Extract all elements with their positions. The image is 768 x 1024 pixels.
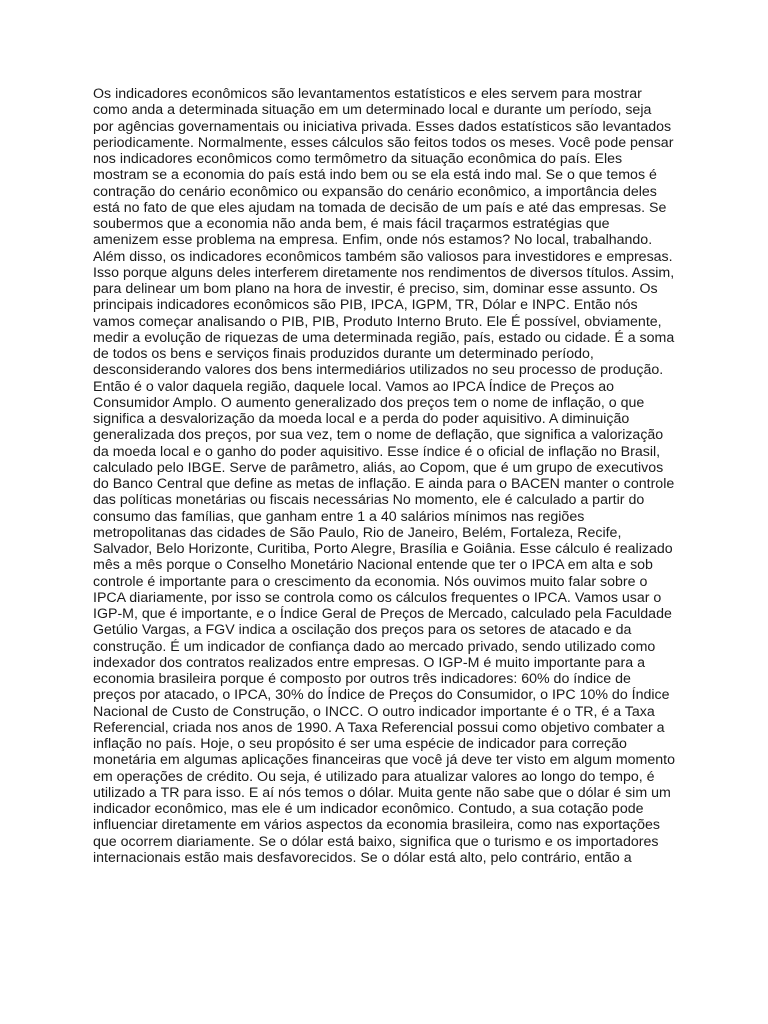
- text-line: indexador dos contratos realizados entre empresas. O IGP-M é muito importante para a: [93, 654, 646, 671]
- text-line: influenciar diretamente em vários aspectos da economia brasileira, como nas exportações: [93, 817, 661, 834]
- text-line: soubermos que a economia não anda bem, é mais fácil traçarmos estratégias que: [93, 216, 610, 232]
- text-line: contração do cenário econômico ou expansão do cenário econômico, a importância deles: [93, 183, 657, 200]
- text-line: principais indicadores econômicos são PIB, IPCA, IGPM, TR, Dólar e INPC. Então nós: [93, 297, 638, 314]
- text-line: está no fato de que eles ajudam na tomada de decisão de um país e até das empresas. Se: [93, 199, 667, 216]
- text-line: Referencial, criada nos anos de 1990. A Taxa Referencial possui como objetivo combater a: [93, 719, 665, 736]
- body-paragraph: [93, 86, 693, 866]
- text-line: calculado pelo IBGE. Serve de parâmetro, aliás, ao Copom, que é um grupo de executivos: [93, 459, 664, 476]
- text-line: Getúlio Vargas, a FGV indica a oscilação dos preços para os setores de atacado e da: [93, 622, 632, 639]
- text-line: em operações de crédito. Ou seja, é utilizado para atualizar valores ao longo do tempo, é: [93, 768, 655, 785]
- text-line: das políticas monetárias ou fiscais necessárias No momento, ele é calculado a partir do: [93, 492, 645, 509]
- text-line: Isso porque alguns deles interferem diretamente nos rendimentos de diversos títulos. Assim,: [93, 264, 675, 281]
- text-line: inflação no país. Hoje, o seu propósito é ser uma espécie de indicador para correção: [93, 736, 627, 752]
- text-line: significa a desvalorização da moeda local e a perda do poder aquisitivo. A diminuição: [93, 411, 630, 427]
- text-line: economia brasileira porque é composto por outros três indicadores: 60% do índice de: [93, 671, 631, 687]
- text-line: consumo das famílias, que ganham entre 1 a 40 salários mínimos nas regiões: [93, 508, 585, 525]
- text-line: metropolitanas das cidades de São Paulo, Rio de Janeiro, Belém, Fortaleza, Recife,: [93, 524, 622, 541]
- text-line: para delinear um bom plano na hora de investir, é preciso, sim, dominar esse assunto. Os: [93, 281, 658, 297]
- text-line: preços por atacado, o IPCA, 30% do Índice de Preços do Consumidor, o IPC 10% do Índice: [93, 687, 670, 704]
- text-line: vamos começar analisando o PIB, PIB, Produto Interno Bruto. Ele É possível, obviamente,: [93, 313, 662, 330]
- text-line: mês a mês porque o Conselho Monetário Nacional entende que ter o IPCA em alta e sob: [93, 557, 653, 574]
- text-line: Então é o valor daquela região, daquele local. Vamos ao IPCA Índice de Preços ao: [93, 378, 615, 395]
- text-line: generalizada dos preços, por sua vez, tem o nome de deflação, que significa a valorização: [93, 427, 664, 444]
- text-line: medir a evolução de riquezas de uma determinada região, país, estado ou cidade. É a soma: [93, 329, 675, 346]
- text-line: IGP-M, que é importante, e o Índice Geral de Preços de Mercado, calculado pela Faculdade: [93, 606, 672, 622]
- text-line: monetária em algumas aplicações financeiras que você já deve ter visto em algum momento: [93, 752, 675, 769]
- text-line: Nacional de Custo de Construção, o INCC. O outro indicador importante é o TR, é a Taxa: [93, 703, 655, 720]
- text-line: IPCA diariamente, por isso se controla como os cálculos frequentes o IPCA. Vamos usar o: [93, 589, 662, 606]
- text-line: Os indicadores econômicos são levantamentos estatísticos e eles servem para mostrar: [93, 86, 642, 102]
- text-line: construção. É um indicador de confiança dado ao mercado privado, sendo utilizado como: [93, 638, 656, 655]
- text-line: utilizado a TR para isso. E aí nós temos o dólar. Muita gente não sabe que o dólar é sim um: [93, 784, 671, 801]
- text-line: internacionais estão mais desfavorecidos. Se o dólar está alto, pelo contrário, então a: [93, 849, 632, 866]
- text-line: Salvador, Belo Horizonte, Curitiba, Porto Alegre, Brasília e Goiânia. Esse cálculo é realizado: [93, 541, 673, 557]
- text-line: nos indicadores econômicos como termômetro da situação econômica do país. Eles: [93, 151, 623, 167]
- text-line: periodicamente. Normalmente, esses cálculos são feitos todos os meses. Você pode pensar: [93, 134, 674, 151]
- text-line: por agências governamentais ou iniciativa privada. Esses dados estatísticos são levantados: [93, 118, 672, 135]
- text-line: mostram se a economia do país está indo bem ou se ela está indo mal. Se o que temos é: [93, 167, 657, 184]
- text-line: indicador econômico, mas ele é um indicador econômico. Contudo, a sua cotação pode: [93, 801, 644, 817]
- text-line: controle é importante para o crescimento da economia. Nós ouvimos muito falar sobre o: [93, 573, 648, 590]
- text-line: Consumidor Amplo. O aumento generalizado dos preços tem o nome de inflação, o que: [93, 394, 645, 411]
- text-line: que ocorrem diariamente. Se o dólar está baixo, significa que o turismo e os importadores: [93, 833, 659, 850]
- text-line: do Banco Central que define as metas de inflação. E ainda para o BACEN manter o controle: [93, 476, 675, 492]
- text-line: Além disso, os indicadores econômicos também são valiosos para investidores e empresas.: [93, 248, 673, 265]
- text-line: como anda a determinada situação em um determinado local e durante um período, seja: [93, 102, 652, 119]
- text-line: de todos os bens e serviços finais produzidos durante um determinado período,: [93, 346, 594, 362]
- text-line: amenizem esse problema na empresa. Enfim, onde nós estamos? No local, trabalhando.: [93, 232, 653, 249]
- text-line: da moeda local e o ganho do poder aquisitivo. Esse índice é o oficial de inflação no Brasil,: [93, 443, 661, 460]
- text-line: desconsiderando valores dos bens intermediários utilizados no seu processo de produção.: [93, 362, 664, 379]
